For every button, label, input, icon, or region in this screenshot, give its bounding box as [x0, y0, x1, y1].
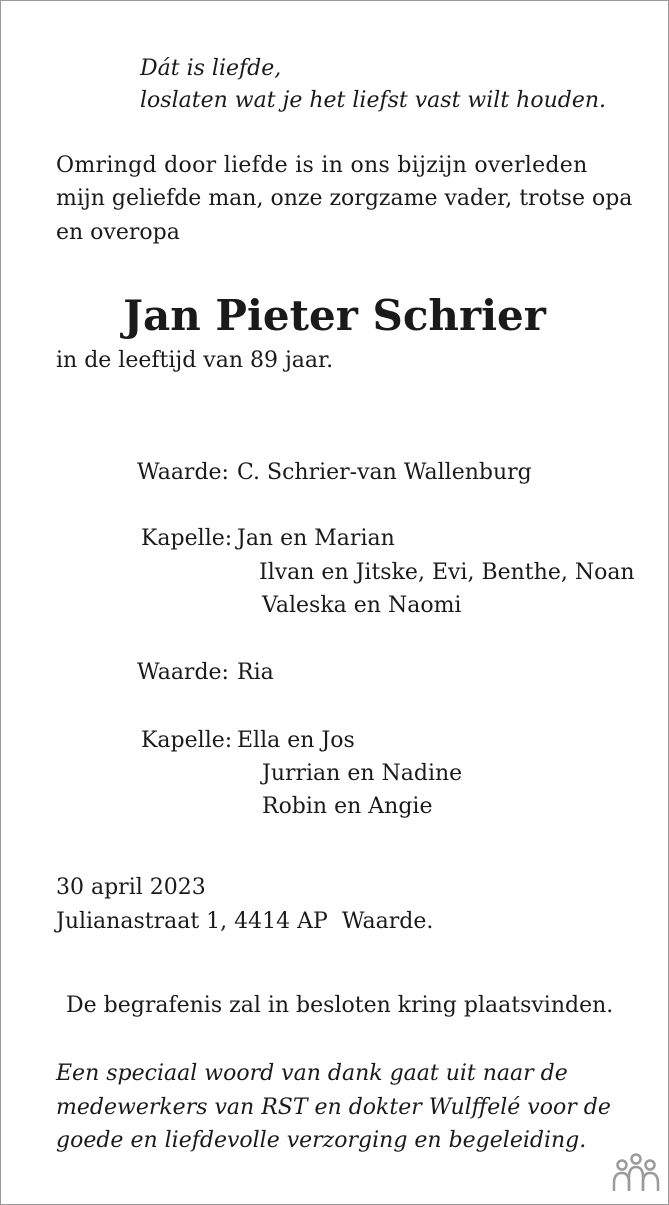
intro-line: en overopa: [56, 220, 180, 245]
family-place: Waarde:: [137, 660, 229, 685]
family-name: Jan en Marian: [237, 526, 395, 551]
family-name: Valeska en Naomi: [262, 593, 462, 618]
people-group-icon: [611, 1151, 661, 1195]
family-place: Kapelle:: [141, 526, 233, 551]
thanks-line: medewerkers van RST en dokter Wulffelé voor de: [56, 1095, 611, 1120]
address: Julianastraat 1, 4414 AP Waarde.: [56, 909, 434, 934]
date: 30 april 2023: [56, 875, 206, 900]
family-name: Ella en Jos: [237, 728, 355, 753]
funeral-note: De begrafenis zal in besloten kring plaatsvinden.: [66, 993, 614, 1018]
thanks-line: goede en liefdevolle verzorging en begeleiding.: [56, 1128, 587, 1153]
deceased-name: Jan Pieter Schrier: [123, 291, 546, 340]
family-place: Kapelle:: [141, 728, 233, 753]
family-name: Ria: [237, 660, 274, 685]
family-name: Robin en Angie: [262, 794, 433, 819]
family-name: Jurrian en Nadine: [262, 761, 463, 786]
age-line: in de leeftijd van 89 jaar.: [56, 348, 334, 373]
motto-line: loslaten wat je het liefst vast wilt houden.: [140, 88, 606, 113]
family-place: Waarde:: [137, 460, 229, 485]
intro-line: Omringd door liefde is in ons bijzijn overleden: [56, 153, 588, 178]
family-name: C. Schrier-van Wallenburg: [237, 460, 532, 485]
thanks-line: Een speciaal woord van dank gaat uit naar de: [56, 1061, 568, 1086]
intro-line: mijn geliefde man, onze zorgzame vader, trotse opa: [56, 186, 633, 211]
motto-line: Dát is liefde,: [140, 56, 282, 81]
family-name: Ilvan en Jitske, Evi, Benthe, Noan: [259, 560, 635, 585]
